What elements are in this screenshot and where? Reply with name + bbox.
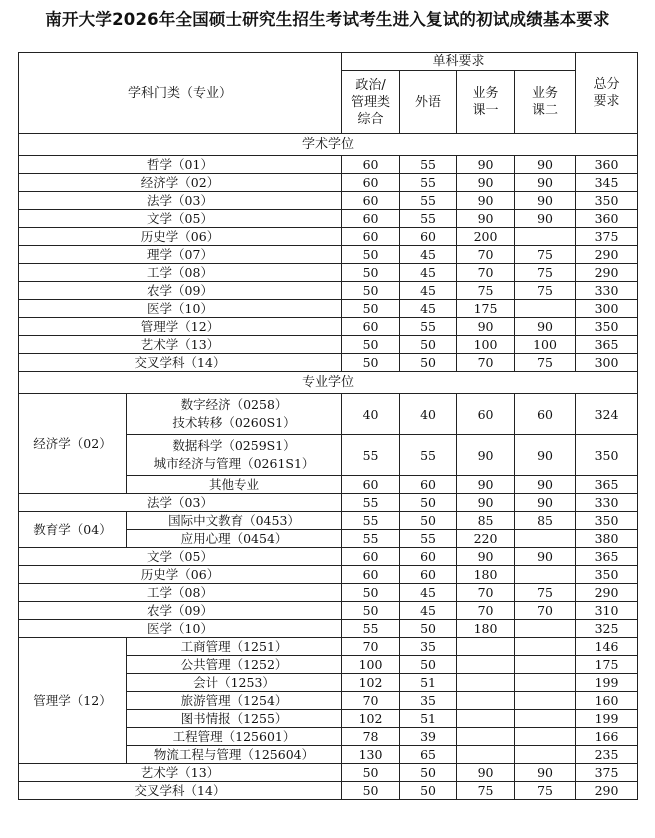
row-label: 应用心理（0454） bbox=[127, 530, 342, 548]
cell-politics: 60 bbox=[342, 318, 400, 336]
row-label: 公共管理（1252） bbox=[127, 656, 342, 674]
cell-course2: 75 bbox=[515, 264, 576, 282]
cell-course2: 70 bbox=[515, 602, 576, 620]
cell-politics: 60 bbox=[342, 192, 400, 210]
table-row bbox=[19, 228, 638, 246]
header-language: 外语 bbox=[400, 71, 457, 134]
group-label-economics: 经济学（02） bbox=[19, 394, 127, 494]
cell-course2: 90 bbox=[515, 476, 576, 494]
row-label-line: 其他专业 bbox=[209, 477, 260, 492]
cell-total: 350 bbox=[576, 512, 638, 530]
cell-course2 bbox=[515, 300, 576, 318]
cell-course2: 100 bbox=[515, 336, 576, 354]
table-row bbox=[19, 782, 638, 800]
cell-language: 50 bbox=[400, 656, 457, 674]
cell-course1: 220 bbox=[457, 530, 515, 548]
cell-language: 65 bbox=[400, 746, 457, 764]
table-row bbox=[19, 282, 638, 300]
cell-language: 60 bbox=[400, 548, 457, 566]
row-label bbox=[127, 394, 342, 435]
row-label: 物流工程与管理（125604） bbox=[127, 746, 342, 764]
row-label: 历史学（06） bbox=[19, 228, 342, 246]
header-course1: 业务 课一 bbox=[457, 71, 515, 134]
cell-language: 55 bbox=[400, 156, 457, 174]
page-title: 南开大学2026年全国硕士研究生招生考试考生进入复试的初试成绩基本要求 bbox=[45, 10, 610, 29]
cell-course1: 90 bbox=[457, 764, 515, 782]
table-row bbox=[19, 246, 638, 264]
cell-politics: 50 bbox=[342, 782, 400, 800]
cell-course2: 75 bbox=[515, 246, 576, 264]
cell-course2 bbox=[515, 530, 576, 548]
cell-politics: 50 bbox=[342, 336, 400, 354]
cell-language: 55 bbox=[400, 210, 457, 228]
cell-total: 350 bbox=[576, 435, 638, 476]
cell-politics: 60 bbox=[342, 566, 400, 584]
row-label: 农学（09） bbox=[19, 602, 342, 620]
cell-politics: 50 bbox=[342, 282, 400, 300]
cell-politics: 50 bbox=[342, 602, 400, 620]
row-label: 法学（03） bbox=[19, 494, 342, 512]
header-politics: 政治/ 管理类 综合 bbox=[342, 71, 400, 134]
cell-politics: 70 bbox=[342, 692, 400, 710]
cell-course1: 60 bbox=[457, 394, 515, 435]
row-label: 艺术学（13） bbox=[19, 764, 342, 782]
cell-politics: 78 bbox=[342, 728, 400, 746]
cell-total: 235 bbox=[576, 746, 638, 764]
cell-language: 51 bbox=[400, 674, 457, 692]
cell-course1 bbox=[457, 710, 515, 728]
cell-total: 365 bbox=[576, 548, 638, 566]
cell-language: 50 bbox=[400, 512, 457, 530]
cell-total: 290 bbox=[576, 246, 638, 264]
cell-course1: 70 bbox=[457, 354, 515, 372]
cell-politics: 60 bbox=[342, 210, 400, 228]
cell-politics: 70 bbox=[342, 638, 400, 656]
cell-course2 bbox=[515, 638, 576, 656]
cell-language: 51 bbox=[400, 710, 457, 728]
cell-language: 45 bbox=[400, 246, 457, 264]
cell-course2: 90 bbox=[515, 210, 576, 228]
row-label: 经济学（02） bbox=[19, 174, 342, 192]
cell-course1: 70 bbox=[457, 246, 515, 264]
table-row bbox=[19, 336, 638, 354]
cell-course2 bbox=[515, 710, 576, 728]
cell-language: 60 bbox=[400, 476, 457, 494]
cell-total: 360 bbox=[576, 210, 638, 228]
cell-course2: 60 bbox=[515, 394, 576, 435]
table-row bbox=[19, 764, 638, 782]
row-label-line: 城市经济与管理（0261S1） bbox=[153, 456, 315, 471]
cell-language: 50 bbox=[400, 494, 457, 512]
cell-course2 bbox=[515, 656, 576, 674]
cell-total: 166 bbox=[576, 728, 638, 746]
cell-course1: 180 bbox=[457, 620, 515, 638]
cell-language: 50 bbox=[400, 620, 457, 638]
cell-course1 bbox=[457, 674, 515, 692]
cell-course1: 200 bbox=[457, 228, 515, 246]
cell-course2 bbox=[515, 228, 576, 246]
table-row bbox=[19, 174, 638, 192]
table-row bbox=[19, 192, 638, 210]
cell-politics: 50 bbox=[342, 300, 400, 318]
cell-course2: 85 bbox=[515, 512, 576, 530]
cell-language: 35 bbox=[400, 692, 457, 710]
section-row-academic bbox=[19, 134, 638, 156]
table-row bbox=[19, 394, 638, 435]
section-academic: 学术学位 bbox=[19, 134, 638, 156]
row-label: 工学（08） bbox=[19, 584, 342, 602]
professional-rows bbox=[19, 394, 638, 800]
cell-course1: 70 bbox=[457, 264, 515, 282]
cell-total: 350 bbox=[576, 566, 638, 584]
cell-total: 325 bbox=[576, 620, 638, 638]
cell-language: 45 bbox=[400, 602, 457, 620]
row-label: 管理学（12） bbox=[19, 318, 342, 336]
cell-politics: 50 bbox=[342, 584, 400, 602]
cell-total: 146 bbox=[576, 638, 638, 656]
cell-politics: 55 bbox=[342, 435, 400, 476]
cell-total: 375 bbox=[576, 228, 638, 246]
row-label bbox=[127, 476, 342, 494]
row-label: 哲学（01） bbox=[19, 156, 342, 174]
row-label: 艺术学（13） bbox=[19, 336, 342, 354]
table-row bbox=[19, 264, 638, 282]
group-label-management: 管理学（12） bbox=[19, 638, 127, 764]
cell-course1: 90 bbox=[457, 494, 515, 512]
row-label: 历史学（06） bbox=[19, 566, 342, 584]
row-label: 理学（07） bbox=[19, 246, 342, 264]
table-row bbox=[19, 620, 638, 638]
cell-total: 360 bbox=[576, 156, 638, 174]
row-label: 工学（08） bbox=[19, 264, 342, 282]
cell-total: 380 bbox=[576, 530, 638, 548]
cell-total: 290 bbox=[576, 264, 638, 282]
cell-course2 bbox=[515, 692, 576, 710]
cell-total: 324 bbox=[576, 394, 638, 435]
cell-course1: 85 bbox=[457, 512, 515, 530]
cell-language: 60 bbox=[400, 566, 457, 584]
cell-politics: 60 bbox=[342, 476, 400, 494]
cell-course1 bbox=[457, 656, 515, 674]
cell-politics: 50 bbox=[342, 354, 400, 372]
cell-politics: 130 bbox=[342, 746, 400, 764]
row-label-line: 技术转移（0260S1） bbox=[172, 415, 296, 430]
row-label-line: 数据科学（0259S1） bbox=[172, 438, 296, 453]
cell-course1 bbox=[457, 638, 515, 656]
cell-course1: 70 bbox=[457, 584, 515, 602]
cell-total: 365 bbox=[576, 336, 638, 354]
row-label: 医学（10） bbox=[19, 620, 342, 638]
cell-course1: 90 bbox=[457, 192, 515, 210]
cell-total: 199 bbox=[576, 710, 638, 728]
cell-language: 50 bbox=[400, 336, 457, 354]
cell-politics: 55 bbox=[342, 530, 400, 548]
cell-politics: 50 bbox=[342, 246, 400, 264]
row-label bbox=[127, 435, 342, 476]
section-row-professional bbox=[19, 372, 638, 394]
cell-total: 375 bbox=[576, 764, 638, 782]
cell-total: 300 bbox=[576, 300, 638, 318]
cell-course2: 75 bbox=[515, 584, 576, 602]
cell-total: 290 bbox=[576, 782, 638, 800]
cell-politics: 50 bbox=[342, 264, 400, 282]
cell-course2: 90 bbox=[515, 548, 576, 566]
cell-politics: 60 bbox=[342, 228, 400, 246]
header-single-subject: 单科要求 bbox=[342, 53, 576, 71]
cell-course2 bbox=[515, 566, 576, 584]
table-row bbox=[19, 566, 638, 584]
cell-language: 50 bbox=[400, 764, 457, 782]
row-label-line: 数字经济（0258） bbox=[180, 397, 288, 412]
table-row bbox=[19, 156, 638, 174]
row-label: 医学（10） bbox=[19, 300, 342, 318]
cell-course1 bbox=[457, 728, 515, 746]
table-row bbox=[19, 638, 638, 656]
cell-course2: 90 bbox=[515, 435, 576, 476]
row-label: 文学（05） bbox=[19, 548, 342, 566]
row-label: 农学（09） bbox=[19, 282, 342, 300]
cell-course2: 90 bbox=[515, 156, 576, 174]
row-label: 国际中文教育（0453） bbox=[127, 512, 342, 530]
cell-course1: 90 bbox=[457, 476, 515, 494]
cell-total: 330 bbox=[576, 494, 638, 512]
cell-total: 160 bbox=[576, 692, 638, 710]
cell-total: 300 bbox=[576, 354, 638, 372]
cell-language: 45 bbox=[400, 264, 457, 282]
cell-course2: 75 bbox=[515, 282, 576, 300]
cell-language: 40 bbox=[400, 394, 457, 435]
score-requirements-table bbox=[18, 52, 638, 800]
section-professional: 专业学位 bbox=[19, 372, 638, 394]
cell-politics: 55 bbox=[342, 512, 400, 530]
cell-course1: 90 bbox=[457, 435, 515, 476]
cell-total: 199 bbox=[576, 674, 638, 692]
cell-language: 35 bbox=[400, 638, 457, 656]
cell-total: 350 bbox=[576, 318, 638, 336]
cell-language: 50 bbox=[400, 354, 457, 372]
cell-course1: 75 bbox=[457, 782, 515, 800]
cell-total: 365 bbox=[576, 476, 638, 494]
cell-politics: 60 bbox=[342, 156, 400, 174]
row-label: 工商管理（1251） bbox=[127, 638, 342, 656]
cell-course2 bbox=[515, 674, 576, 692]
table-row bbox=[19, 210, 638, 228]
cell-course1: 90 bbox=[457, 318, 515, 336]
cell-course2 bbox=[515, 620, 576, 638]
cell-course1: 175 bbox=[457, 300, 515, 318]
cell-course2 bbox=[515, 728, 576, 746]
table-row bbox=[19, 318, 638, 336]
row-label: 交叉学科（14） bbox=[19, 354, 342, 372]
cell-language: 60 bbox=[400, 228, 457, 246]
cell-language: 39 bbox=[400, 728, 457, 746]
table-row bbox=[19, 300, 638, 318]
cell-politics: 50 bbox=[342, 764, 400, 782]
cell-language: 45 bbox=[400, 282, 457, 300]
cell-course1: 90 bbox=[457, 174, 515, 192]
table-row bbox=[19, 512, 638, 530]
cell-course1 bbox=[457, 692, 515, 710]
cell-course2: 75 bbox=[515, 782, 576, 800]
cell-politics: 40 bbox=[342, 394, 400, 435]
cell-politics: 102 bbox=[342, 710, 400, 728]
cell-course1: 90 bbox=[457, 156, 515, 174]
row-label: 文学（05） bbox=[19, 210, 342, 228]
cell-course1: 90 bbox=[457, 210, 515, 228]
cell-politics: 102 bbox=[342, 674, 400, 692]
cell-course2: 90 bbox=[515, 192, 576, 210]
cell-total: 290 bbox=[576, 584, 638, 602]
cell-language: 55 bbox=[400, 530, 457, 548]
cell-course2 bbox=[515, 746, 576, 764]
cell-course2: 90 bbox=[515, 494, 576, 512]
table-row bbox=[19, 584, 638, 602]
header-total: 总分 要求 bbox=[576, 53, 638, 134]
cell-total: 330 bbox=[576, 282, 638, 300]
row-label: 法学（03） bbox=[19, 192, 342, 210]
row-label: 旅游管理（1254） bbox=[127, 692, 342, 710]
header-subject: 学科门类（专业） bbox=[19, 53, 342, 134]
table-row bbox=[19, 548, 638, 566]
cell-language: 55 bbox=[400, 318, 457, 336]
cell-course2: 90 bbox=[515, 174, 576, 192]
table-row bbox=[19, 602, 638, 620]
cell-course2: 90 bbox=[515, 318, 576, 336]
row-label: 图书情报（1255） bbox=[127, 710, 342, 728]
cell-language: 45 bbox=[400, 300, 457, 318]
cell-language: 45 bbox=[400, 584, 457, 602]
cell-course1: 100 bbox=[457, 336, 515, 354]
academic-rows bbox=[19, 156, 638, 372]
cell-course2: 90 bbox=[515, 764, 576, 782]
cell-course1: 90 bbox=[457, 548, 515, 566]
cell-language: 50 bbox=[400, 782, 457, 800]
table-row bbox=[19, 494, 638, 512]
cell-politics: 60 bbox=[342, 174, 400, 192]
cell-course2: 75 bbox=[515, 354, 576, 372]
cell-language: 55 bbox=[400, 174, 457, 192]
table-row bbox=[19, 354, 638, 372]
row-label: 工程管理（125601） bbox=[127, 728, 342, 746]
cell-politics: 60 bbox=[342, 548, 400, 566]
cell-total: 310 bbox=[576, 602, 638, 620]
cell-course1: 70 bbox=[457, 602, 515, 620]
cell-course1: 75 bbox=[457, 282, 515, 300]
header-row-1 bbox=[19, 53, 638, 71]
group-label-education: 教育学（04） bbox=[19, 512, 127, 548]
cell-course1 bbox=[457, 746, 515, 764]
header-course2: 业务 课二 bbox=[515, 71, 576, 134]
cell-language: 55 bbox=[400, 435, 457, 476]
cell-politics: 55 bbox=[342, 494, 400, 512]
cell-politics: 100 bbox=[342, 656, 400, 674]
cell-language: 55 bbox=[400, 192, 457, 210]
cell-course1: 180 bbox=[457, 566, 515, 584]
cell-total: 175 bbox=[576, 656, 638, 674]
row-label: 会计（1253） bbox=[127, 674, 342, 692]
cell-total: 345 bbox=[576, 174, 638, 192]
cell-politics: 55 bbox=[342, 620, 400, 638]
row-label: 交叉学科（14） bbox=[19, 782, 342, 800]
cell-total: 350 bbox=[576, 192, 638, 210]
